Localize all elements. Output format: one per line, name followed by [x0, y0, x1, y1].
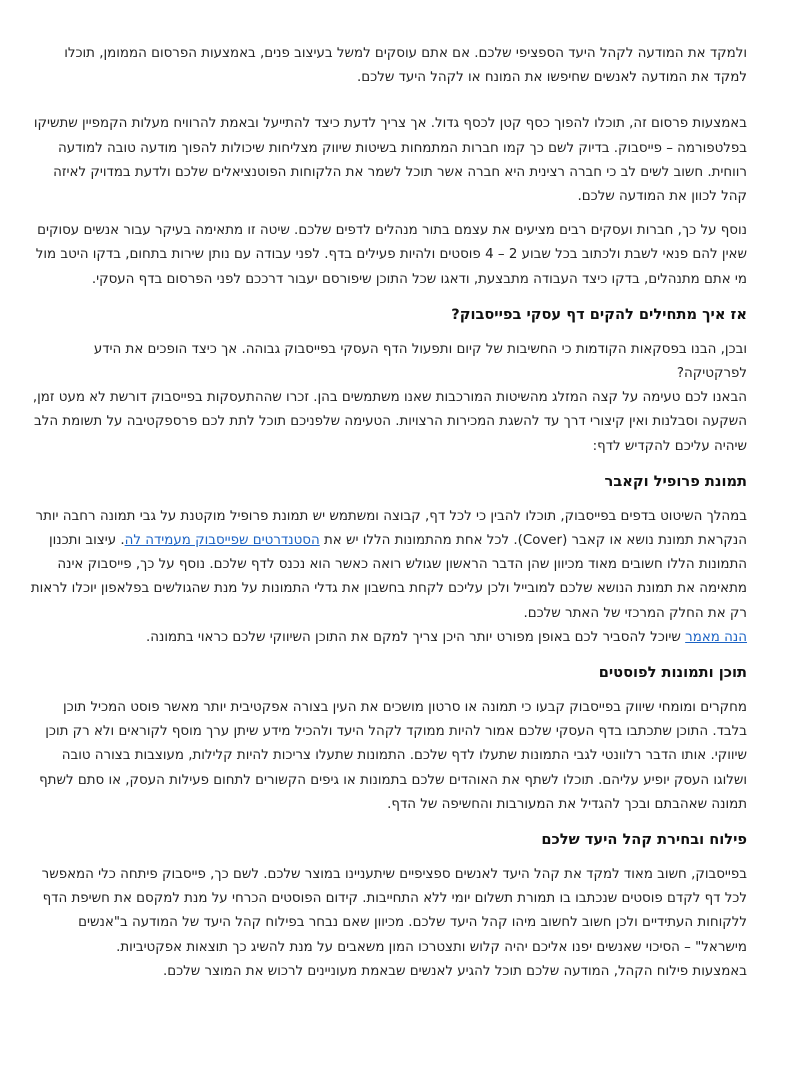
- paragraph-from-theory-to-practice: ובכן, הבנו בפסקאות הקודמות כי החשיבות של קיום ותפעול הדף העסקי בפייסבוק גבוהה. אך כיצד הופכים את הידע לפרקטיקה?: [93, 341, 747, 382]
- heading-profile-and-cover: תמונת פרופיל וקאבר: [604, 472, 747, 490]
- facebook-standards-link[interactable]: הסטנדרטים שפייסבוק מעמידה לה: [124, 533, 320, 549]
- paragraph-article-reference: [28, 626, 747, 650]
- heading-audience-segmentation: פילוח ובחירת קהל היעד שלכם: [541, 831, 747, 849]
- paragraph-targeting-intro: ולמקד את המודעה לקהל היעד הספציפי שלכם. אם אתם עוסקים למשל בעיצוב פנים, באמצעות הפרסום הממומן, תוכלו למקד את המודעה לאנשים שחיפשו את המונח או לקהל היעד שלכם.: [64, 46, 747, 86]
- article-reference-text: שיוכל להסביר לכם באופן מפורט יותר היכן צריך למקם את התוכן השיווקי שלכם כראוי בתמונה.: [145, 629, 686, 645]
- paragraph-audience-targeting: בפייסבוק, חשוב מאוד למקד את קהל היעד לאנשים ספציפיים שיתעניינו במוצר שלכם. לשם כך, פייסבוק פיתחה כלי המאפשר לכל דף לקדם פוסטים שנכתבו בו תמורת תשלום יומי ללא התחייבות. קידום הפוסטים הכרחי על מנת למקסם את חשיפת הדף ללקוחות העתידיים ולכן חשוב לחשוב מיהו קהל היעד שלכם. מכיוון שאם נבחר בפילוח קהל היעד של המודעה ב"אנשים מישראל" – הסיכוי שאנשים יפנו אליכם יהיה קלוש ותצטרכו המון משאבים על מנת להשיג כך תוצאות אפקטיביות.: [41, 867, 747, 955]
- heading-post-content-images: תוכן ותמונות לפוסטים: [598, 664, 747, 682]
- article-link[interactable]: הנה מאמר: [685, 629, 747, 645]
- paragraph-taste-of-methods: הבאנו לכם טעימה על קצה המזלג מהשיטות המורכבות שאנו משתמשים בהן. זכרו שההתעסקות בפייסבוק דורשת לא מעט זמן, השקעה וסבלנות ואין קיצורי דרך עד להשגת המכירות הרצויות. הטעימה שלפניכם תוכל לתת לכם פרספקטיבה על תשומת הלב שיהיה עליכם להקדיש לדף:: [32, 390, 747, 454]
- profile-cover-text-end: . עיצוב ותכנון התמונות הללו חשובים מאוד מכיוון שהן הדבר הראשון שגולש רואה כאשר הוא נכנס לדף שלכם. נוסף על כך, פייסבוק אינה מתאימה את תמונת הנושא שלכם למובייל ולכן עליכם לקחת בחשבון את גדלי התמונות על מנת שהגולשים בפלאפון יוכלו לראות רק את החלק המרכזי של האתר שלכם.: [30, 533, 747, 621]
- heading-how-to-start: אז איך מתחילים להקים דף עסקי בפייסבוק?: [451, 305, 747, 323]
- paragraph-profile-cover: [28, 505, 747, 626]
- paragraph-post-content: מחקרים ומומחי שיווק בפייסבוק קבעו כי תמונה או סרטון מושכים את העין בצורה אפקטיבית יותר מאשר פוסט המכיל תוכן בלבד. התוכן שתכתבו בדף העסקי שלכם אמור להיות ממוקד לקהל היעד ולהכיל מידע שיתן ערך מוסף לקוראים ולא רק תוכן שיווקי. אותו הדבר רלוונטי לגבי התמונות שתעלו לדף שלכם. התמונות שתעלו צריכות להיות קלילות, מעוצבות בצורה טובה ושלוגו העסק יופיע עליהם. תוכלו לשתף את האוהדים שלכם בתמונות או גיפים הקשורים לתחום פעילות העסק, או סתם לשתף תמונה שאהבתם ובכך להגדיל את המעורבות והחשיפה של הדף.: [39, 700, 747, 812]
- paragraph-audience-conclusion: באמצעות פילוח הקהל, המודעה שלכם תוכל להגיע לאנשים שבאמת מעוניינים לרכוש את המוצר שלכם.: [162, 963, 747, 979]
- paragraph-sponsored-ads: באמצעות פרסום זה, תוכלו להפוך כסף קטן לכסף גדול. אך צריך לדעת כיצד להתייעל ובאמת להרוויח מעלות הקמפיין שתשיקו בפלטפורמה – פייסבוק. בדיוק לשם כך קמו חברות המתמחות בשיטות שיווק מצליחות שיכולות להפוך מודעה טובה למודעה רווחית. חשוב לשים לב כי חברה רצינית היא חברה אשר תוכל לשמר את הלקוחות הפוטנציאלים שלכם ולדעת במדויק לאיזה קהל לכוון את המודעה שלכם.: [33, 116, 747, 205]
- paragraph-page-managers: נוסף על כך, חברות ועסקים רבים מציעים את עצמם בתור מנהלים לדפים שלכם. שיטה זו מתאימה בעיקר עבור אנשים עסוקים שאין להם פנאי לשבת ולכתוב בכל שבוע 2 – 4 פוסטים ולהיות פעילים בדף. לפני עבודה עם נותן שירות בתחום, בדקו היטב מול מי אתם מתנהלים, בדקו כיצד העבודה מתבצעת, ודאגו שכל התוכן שיפורסם יעבור דרככם לפני הפרסום בדף העסקי.: [35, 223, 747, 287]
- profile-cover-text-start: במהלך השיטוט בדפים בפייסבוק, תוכלו להבין כי לכל דף, קבוצה ומשתמש יש תמונת פרופיל מוקטנת על גבי תמונה רחבה יותר הנקראת תמונת נושא או קאבר (Cover). לכל אחת מהתמונות הללו יש את: [35, 508, 747, 549]
